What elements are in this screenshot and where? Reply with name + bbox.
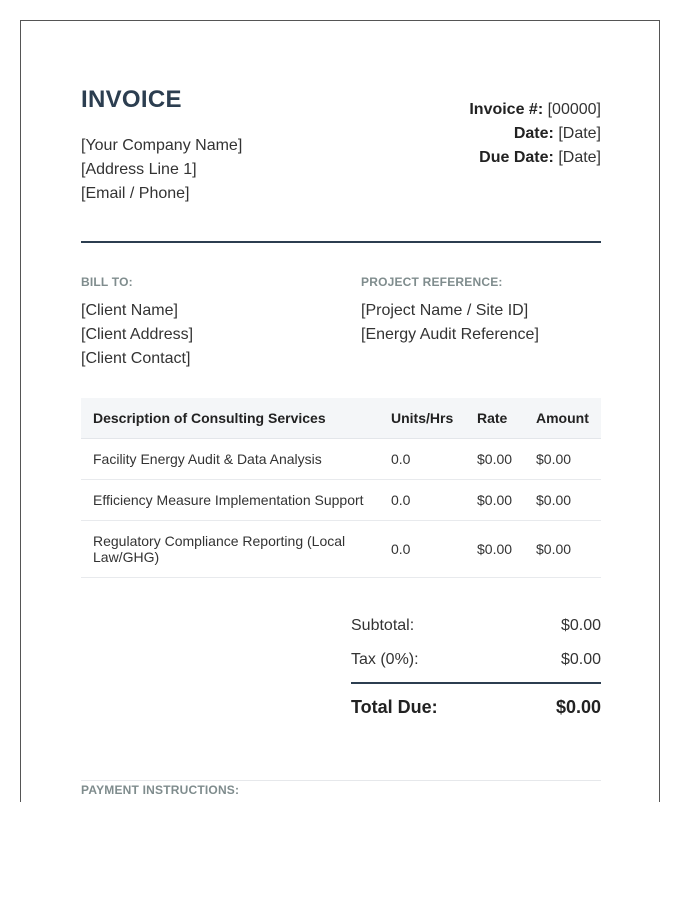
header-amount: Amount [536,398,601,439]
table-row [81,439,601,480]
header-rate: Rate [477,398,536,439]
invoice-date-value: [Date] [558,125,601,142]
company-info [81,134,242,206]
invoice-due-date-value: [Date] [558,149,601,166]
table-row [81,480,601,521]
table-row [81,521,601,578]
invoice-meta [469,98,601,170]
invoice-content [81,21,601,802]
subtotal-row [351,614,601,648]
energy-audit-reference: [Energy Audit Reference] [361,326,539,343]
company-name: [Your Company Name] [81,137,243,154]
subtotal-label: Subtotal: [351,617,415,634]
total-due-label: Total Due: [351,697,438,717]
invoice-due-date-label: Due Date: [479,149,554,166]
client-contact: [Client Contact] [81,350,191,367]
project-name: [Project Name / Site ID] [361,302,529,319]
invoice-title: INVOICE [81,86,182,113]
tax-value: $0.00 [560,651,601,668]
subtotal-value: $0.00 [560,617,601,634]
bill-to-label: BILL TO: [81,275,133,289]
invoice-number-value: [00000] [547,101,601,118]
service-rate: $0.00 [477,480,536,521]
services-table [81,398,601,578]
service-units: 0.0 [391,439,477,480]
invoice-date-label: Date: [513,125,554,142]
service-units: 0.0 [391,521,477,578]
tax-row [351,648,601,682]
service-amount: $0.00 [536,521,601,578]
header-description: Description of Consulting Services [81,398,391,439]
project-reference-label: PROJECT REFERENCE: [361,275,503,289]
service-amount: $0.00 [536,439,601,480]
service-rate: $0.00 [477,439,536,480]
bill-to-section [81,275,341,371]
invoice-number-label: Invoice #: [469,101,544,118]
invoice-date [469,122,601,146]
company-contact: [Email / Phone] [81,185,190,202]
service-description: Efficiency Measure Implementation Support [81,480,391,521]
payment-divider [81,780,601,781]
service-description: Facility Energy Audit & Data Analysis [81,439,391,480]
total-due-value: $0.00 [555,697,601,717]
service-description: Regulatory Compliance Reporting (Local Law/GHG) [93,533,346,565]
total-due-row [351,697,601,718]
payment-instructions-label: PAYMENT INSTRUCTIONS: [81,783,240,797]
service-rate: $0.00 [477,521,536,578]
invoice-number [469,98,601,122]
client-name: [Client Name] [81,302,178,319]
totals-section [351,614,601,718]
invoice-due-date [469,146,601,170]
service-amount: $0.00 [536,480,601,521]
tax-label: Tax (0%): [351,651,419,668]
client-address: [Client Address] [81,326,194,343]
header-divider [81,241,601,243]
table-header-row [81,398,601,439]
service-units: 0.0 [391,480,477,521]
totals-divider [351,682,601,684]
header-units: Units/Hrs [391,398,477,439]
invoice-page [20,20,660,802]
company-address: [Address Line 1] [81,161,197,178]
project-reference-section [361,275,601,347]
